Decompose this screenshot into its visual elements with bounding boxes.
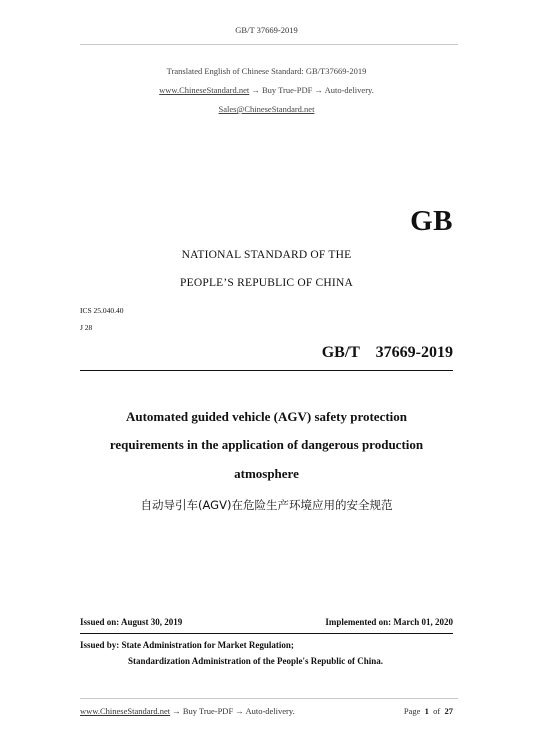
gb-logo: GB: [410, 205, 453, 237]
issued-by-line1: Issued by: State Administration for Market Regulation;: [80, 640, 294, 650]
title-en-line2: requirements in the application of dangerous production: [109, 437, 424, 452]
page-current: 1: [424, 706, 429, 716]
header-divider: [80, 44, 458, 45]
national-standard-line2: PEOPLE’S REPUBLIC OF CHINA: [180, 277, 353, 289]
running-head: GB/T 37669-2019: [235, 25, 298, 35]
dates-divider: [80, 633, 453, 634]
footer-site-link[interactable]: www.ChineseStandard.net: [80, 706, 171, 716]
title-cn: 自动导引车(AGV)在危险生产环境应用的安全规范: [140, 498, 393, 512]
ccs-code: J 28: [80, 323, 93, 332]
standard-number: GB/T 37669-2019: [321, 344, 453, 361]
email-line: [0, 104, 533, 114]
page-total: 27: [444, 706, 453, 716]
page-of: of: [433, 706, 441, 716]
implemented-on-date: Implemented on: March 01, 2020: [325, 617, 453, 627]
issued-by-line2: Standardization Administration of the People's Republic of China.: [128, 656, 384, 666]
page-indicator: [404, 706, 453, 716]
email-link[interactable]: Sales@ChineseStandard.net: [218, 104, 315, 114]
title-en-line3: atmosphere: [234, 466, 299, 481]
translation-note: Translated English of Chinese Standard: GB/T37669-2019: [166, 66, 367, 76]
page-label: Page: [403, 706, 421, 716]
footer-purchase-text: → Buy True-PDF → Auto-delivery.: [170, 706, 295, 716]
purchase-text: → Buy True-PDF → Auto-delivery.: [249, 85, 374, 95]
footer-divider: [80, 698, 458, 699]
ics-code: ICS 25.040.40: [80, 306, 124, 315]
site-link[interactable]: www.ChineseStandard.net: [159, 85, 250, 95]
footer-purchase-line: [80, 706, 295, 716]
title-en-line1: Automated guided vehicle (AGV) safety protection: [125, 409, 408, 424]
national-standard-line1: NATIONAL STANDARD OF THE: [181, 249, 352, 261]
issued-on-date: Issued on: August 30, 2019: [80, 617, 183, 627]
title-divider: [80, 370, 453, 371]
purchase-line: [0, 85, 533, 95]
